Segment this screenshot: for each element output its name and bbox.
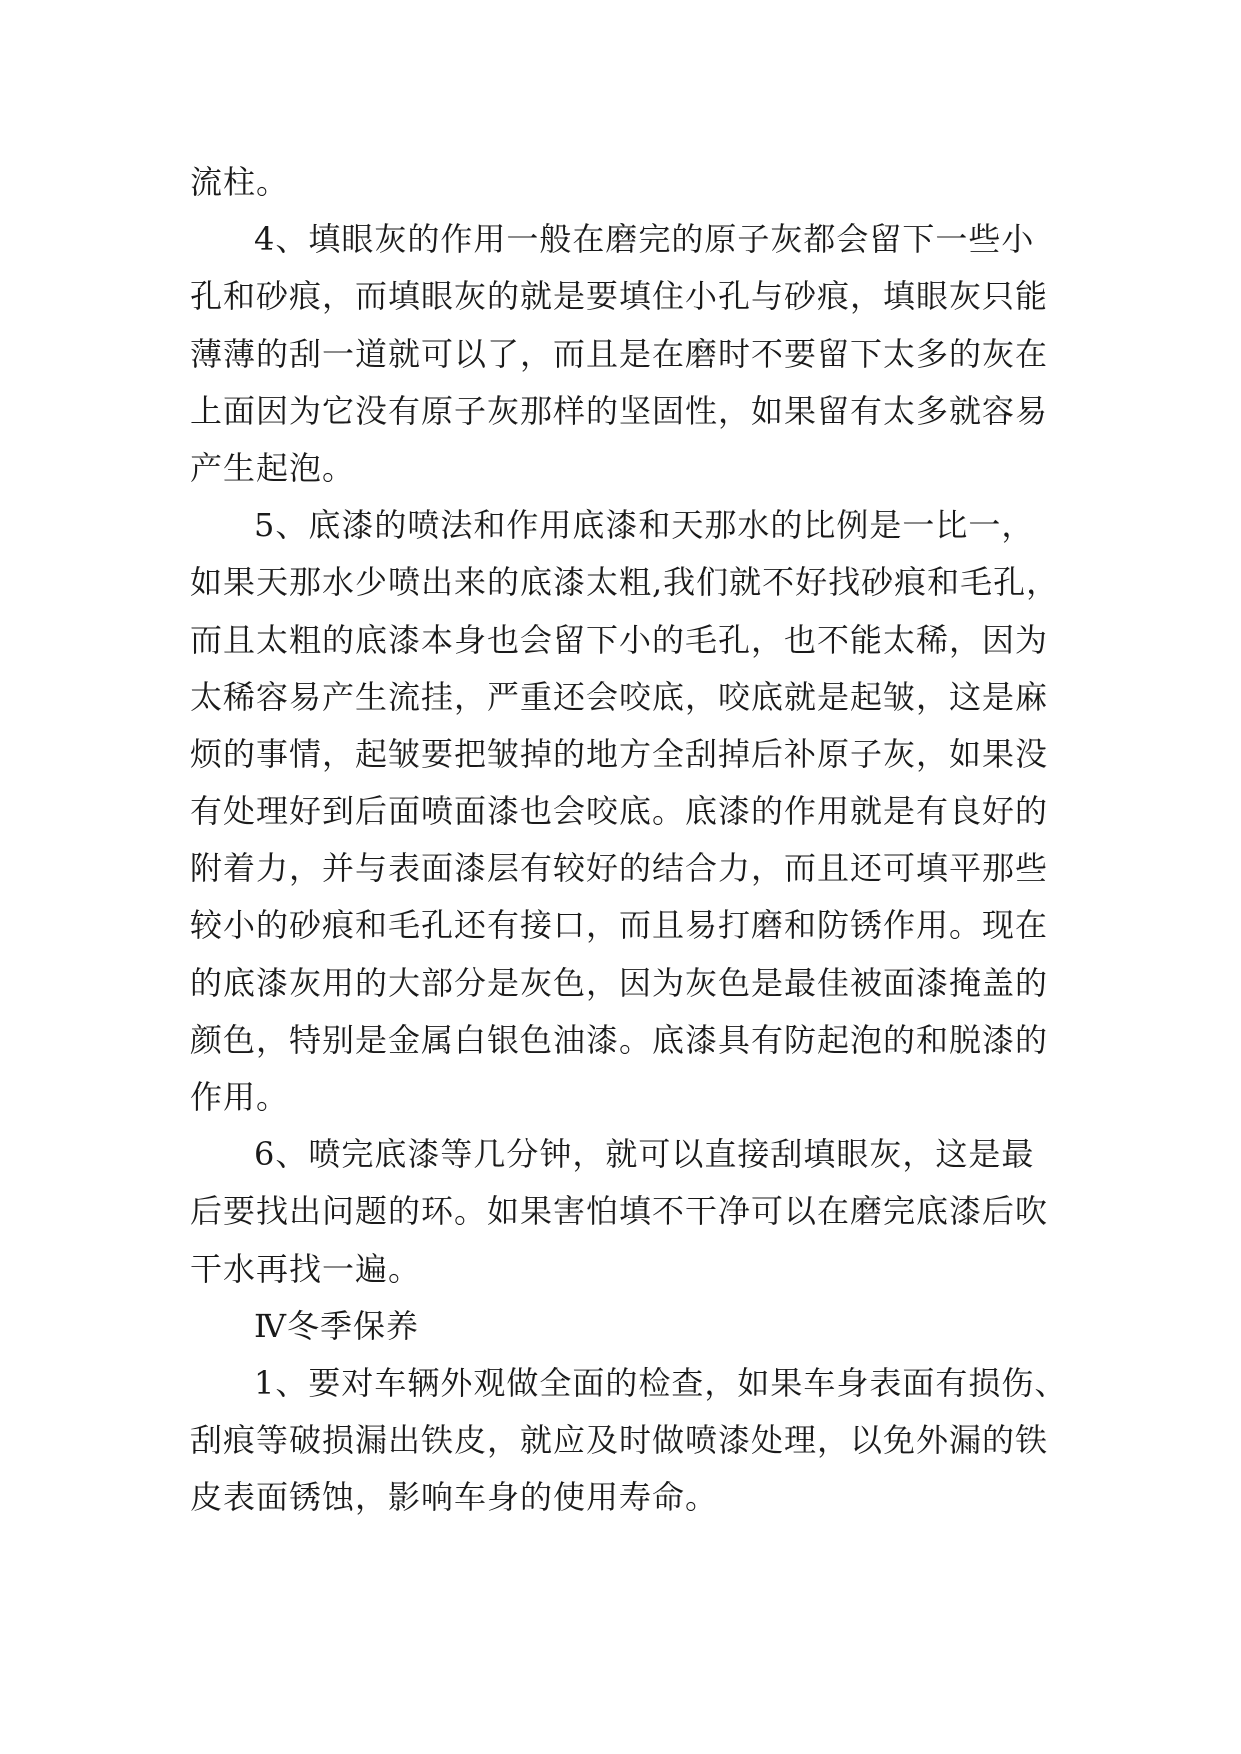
paragraph-step-6	[190, 1126, 1095, 1298]
document-body	[190, 154, 1095, 1527]
text-line: 上面因为它没有原子灰那样的坚固性，如果留有太多就容易	[190, 391, 1049, 430]
text-line: 作用。	[190, 1078, 290, 1116]
text-line: 如果天那水少喷出来的底漆太粗,我们就不好找砂痕和毛孔，	[190, 563, 1060, 602]
text-line: 6、喷完底漆等几分钟，就可以直接刮填眼灰，这是最	[254, 1135, 1035, 1174]
paragraph-winter-step-1	[190, 1355, 1095, 1527]
text-line: 的底漆灰用的大部分是灰色，因为灰色是最佳被面漆掩盖的	[190, 963, 1049, 1002]
text-line: 附着力，并与表面漆层有较好的结合力，而且还可填平那些	[190, 849, 1049, 888]
section-heading-winter-maintenance	[190, 1298, 1095, 1355]
text-line: 流柱。	[190, 163, 290, 201]
text-line: 皮表面锈蚀，影响车身的使用寿命。	[190, 1478, 719, 1517]
text-line: 产生起泡。	[190, 448, 356, 487]
section-heading: Ⅳ冬季保养	[254, 1306, 419, 1345]
paragraph-step-4-filler-putty	[190, 211, 1095, 497]
paragraph-step-5-primer	[190, 497, 1095, 1126]
paragraph-continuation	[190, 154, 1095, 211]
text-line: 4、填眼灰的作用一般在磨完的原子灰都会留下一些小	[254, 220, 1035, 259]
text-line: 薄薄的刮一道就可以了，而且是在磨时不要留下太多的灰在	[190, 334, 1049, 373]
text-line: 干水再找一遍。	[190, 1249, 422, 1288]
text-line: 后要找出问题的环。如果害怕填不干净可以在磨完底漆后吹	[190, 1192, 1049, 1231]
text-line: 5、底漆的喷法和作用底漆和天那水的比例是一比一，	[254, 506, 1035, 545]
text-line: 颜色，特别是金属白银色油漆。底漆具有防起泡的和脱漆的	[190, 1020, 1049, 1059]
text-line: 而且太粗的底漆本身也会留下小的毛孔，也不能太稀，因为	[190, 620, 1049, 659]
text-line: 较小的砂痕和毛孔还有接口，而且易打磨和防锈作用。现在	[190, 906, 1049, 945]
text-line: 1、要对车辆外观做全面的检查，如果车身表面有损伤、	[254, 1363, 1068, 1402]
text-line: 太稀容易产生流挂，严重还会咬底，咬底就是起皱，这是麻	[190, 677, 1049, 716]
text-line: 孔和砂痕，而填眼灰的就是要填住小孔与砂痕，填眼灰只能	[190, 277, 1049, 316]
text-line: 刮痕等破损漏出铁皮，就应及时做喷漆处理，以免外漏的铁	[190, 1421, 1049, 1460]
text-line: 烦的事情，起皱要把皱掉的地方全刮掉后补原子灰，如果没	[190, 734, 1049, 773]
text-line: 有处理好到后面喷面漆也会咬底。底漆的作用就是有良好的	[190, 792, 1049, 831]
